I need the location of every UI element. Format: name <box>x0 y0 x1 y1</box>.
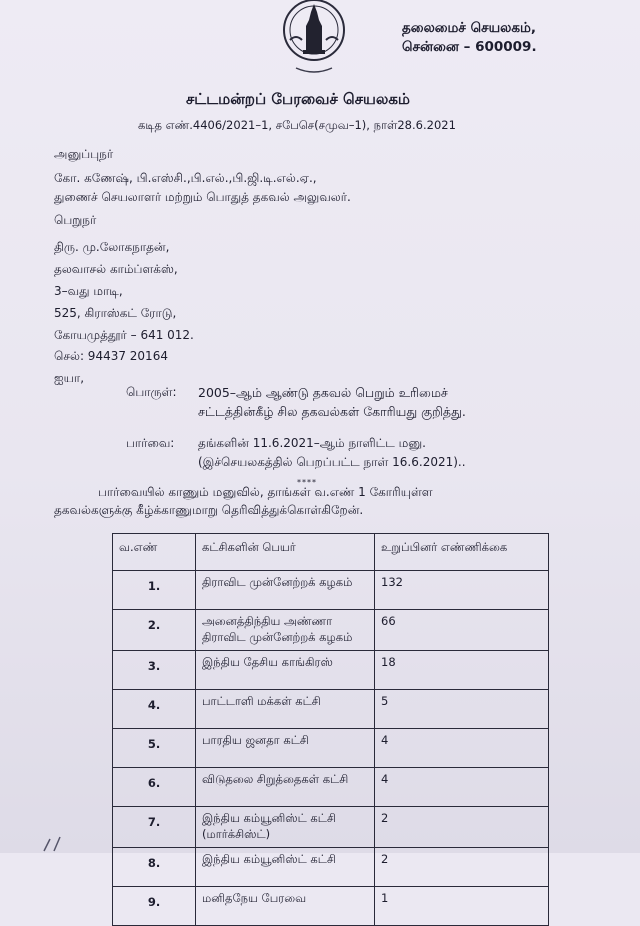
row-party-name: அனைத்திந்திய அண்ணா திராவிட முன்னேற்றக் கழகம் <box>196 610 375 651</box>
recipient-line-1: திரு. மு.லோகநாதன், <box>54 240 170 254</box>
row-member-count: 1 <box>375 887 549 926</box>
table-row <box>113 848 549 887</box>
header-party-name: கட்சிகளின் பெயர் <box>196 534 375 571</box>
row-member-count: 2 <box>375 807 549 848</box>
pen-mark-icon <box>40 835 66 853</box>
row-serial-no: 9. <box>113 887 196 926</box>
row-serial-no: 6. <box>113 768 196 807</box>
recipient-line-5: கோயமுத்தூர் – 641 012. <box>54 328 194 342</box>
table-row <box>113 807 549 848</box>
from-label: அனுப்புநர் <box>54 147 114 161</box>
row-serial-no: 7. <box>113 807 196 848</box>
row-member-count: 4 <box>375 768 549 807</box>
row-party-name: பாரதிய ஜனதா கட்சி <box>196 729 375 768</box>
row-party-name: இந்திய கம்யூனிஸ்ட் கட்சி <box>196 848 375 887</box>
sender-designation: துணைச் செயலாளர் மற்றும் பொதுத் தகவல் அலுவலர். <box>54 190 351 204</box>
letter-title: சட்டமன்றப் பேரவைச் செயலகம் <box>186 90 410 108</box>
reference-line-2: (இச்செயலகத்தில் பெறப்பட்ட நாள் 16.6.2021).. <box>198 455 466 469</box>
row-party-name: திராவிட முன்னேற்றக் கழகம் <box>196 571 375 610</box>
separator: **** <box>297 478 317 487</box>
table-row <box>113 571 549 610</box>
row-party-name: இந்திய கம்யூனிஸ்ட் கட்சி (மார்க்சிஸ்ட்) <box>196 807 375 848</box>
address-line-1: தலைமைச் செயலகம், <box>402 20 536 36</box>
table-row <box>113 690 549 729</box>
row-member-count: 132 <box>375 571 549 610</box>
reference-line-1: தங்களின் 11.6.2021–ஆம் நாளிட்ட மனு. <box>198 436 426 450</box>
reference-label: பார்வை: <box>126 436 175 450</box>
table-row <box>113 768 549 807</box>
party-members-table <box>112 533 549 926</box>
row-party-name: இந்திய தேசிய காங்கிரஸ் <box>196 651 375 690</box>
sender-name: கோ. கணேஷ், பி.எஸ்சி.,பி.எல்.,பி.ஜி.டி.எல்.ஏ., <box>54 171 317 185</box>
row-party-name: பாட்டாளி மக்கள் கட்சி <box>196 690 375 729</box>
recipient-line-3: 3–வது மாடி, <box>54 284 123 298</box>
header-member-count: உறுப்பினர் எண்ணிக்கை <box>375 534 549 571</box>
row-serial-no: 4. <box>113 690 196 729</box>
row-serial-no: 5. <box>113 729 196 768</box>
to-label: பெறுநர் <box>54 213 97 227</box>
state-emblem-icon <box>276 0 352 78</box>
recipient-phone: செல்: 94437 20164 <box>54 349 168 363</box>
row-party-name: மனிதநேய பேரவை <box>196 887 375 926</box>
row-member-count: 66 <box>375 610 549 651</box>
table-row <box>113 887 549 926</box>
row-serial-no: 1. <box>113 571 196 610</box>
subject-label: பொருள்: <box>126 385 177 399</box>
address-line-2: சென்னை – 600009. <box>402 39 537 55</box>
row-serial-no: 3. <box>113 651 196 690</box>
row-member-count: 5 <box>375 690 549 729</box>
table-row <box>113 610 549 651</box>
header-serial-no: வ.எண் <box>113 534 196 571</box>
row-member-count: 4 <box>375 729 549 768</box>
table-row <box>113 729 549 768</box>
row-serial-no: 2. <box>113 610 196 651</box>
table-row <box>113 651 549 690</box>
row-member-count: 2 <box>375 848 549 887</box>
recipient-line-2: தலவாசல் காம்ப்ளக்ஸ், <box>54 262 178 276</box>
subject-line-1: 2005–ஆம் ஆண்டு தகவல் பெறும் உரிமைச் <box>198 385 448 400</box>
row-serial-no: 8. <box>113 848 196 887</box>
subject-line-2: சட்டத்தின்கீழ் சில தகவல்கள் கோரியது குறித்து. <box>198 404 466 419</box>
body-line-2: தகவல்களுக்கு கீழ்க்காணுமாறு தெரிவித்துக்கொள்கிறேன். <box>54 503 364 517</box>
table-header-row <box>113 534 549 571</box>
body-line-1: பார்வையில் காணும் மனுவில், தாங்கள் வ.எண் 1 கோரியுள்ள <box>98 485 433 499</box>
recipient-line-4: 525, கிராஸ்கட் ரோடு, <box>54 306 177 320</box>
row-party-name: விடுதலை சிறுத்தைகள் கட்சி <box>196 768 375 807</box>
row-member-count: 18 <box>375 651 549 690</box>
letter-reference: கடித எண்.4406/2021–1, சபேசெ(சமுவ–1), நாள்28.6.2021 <box>138 118 456 132</box>
office-address <box>402 19 537 57</box>
salutation: ஐயா, <box>54 371 85 385</box>
